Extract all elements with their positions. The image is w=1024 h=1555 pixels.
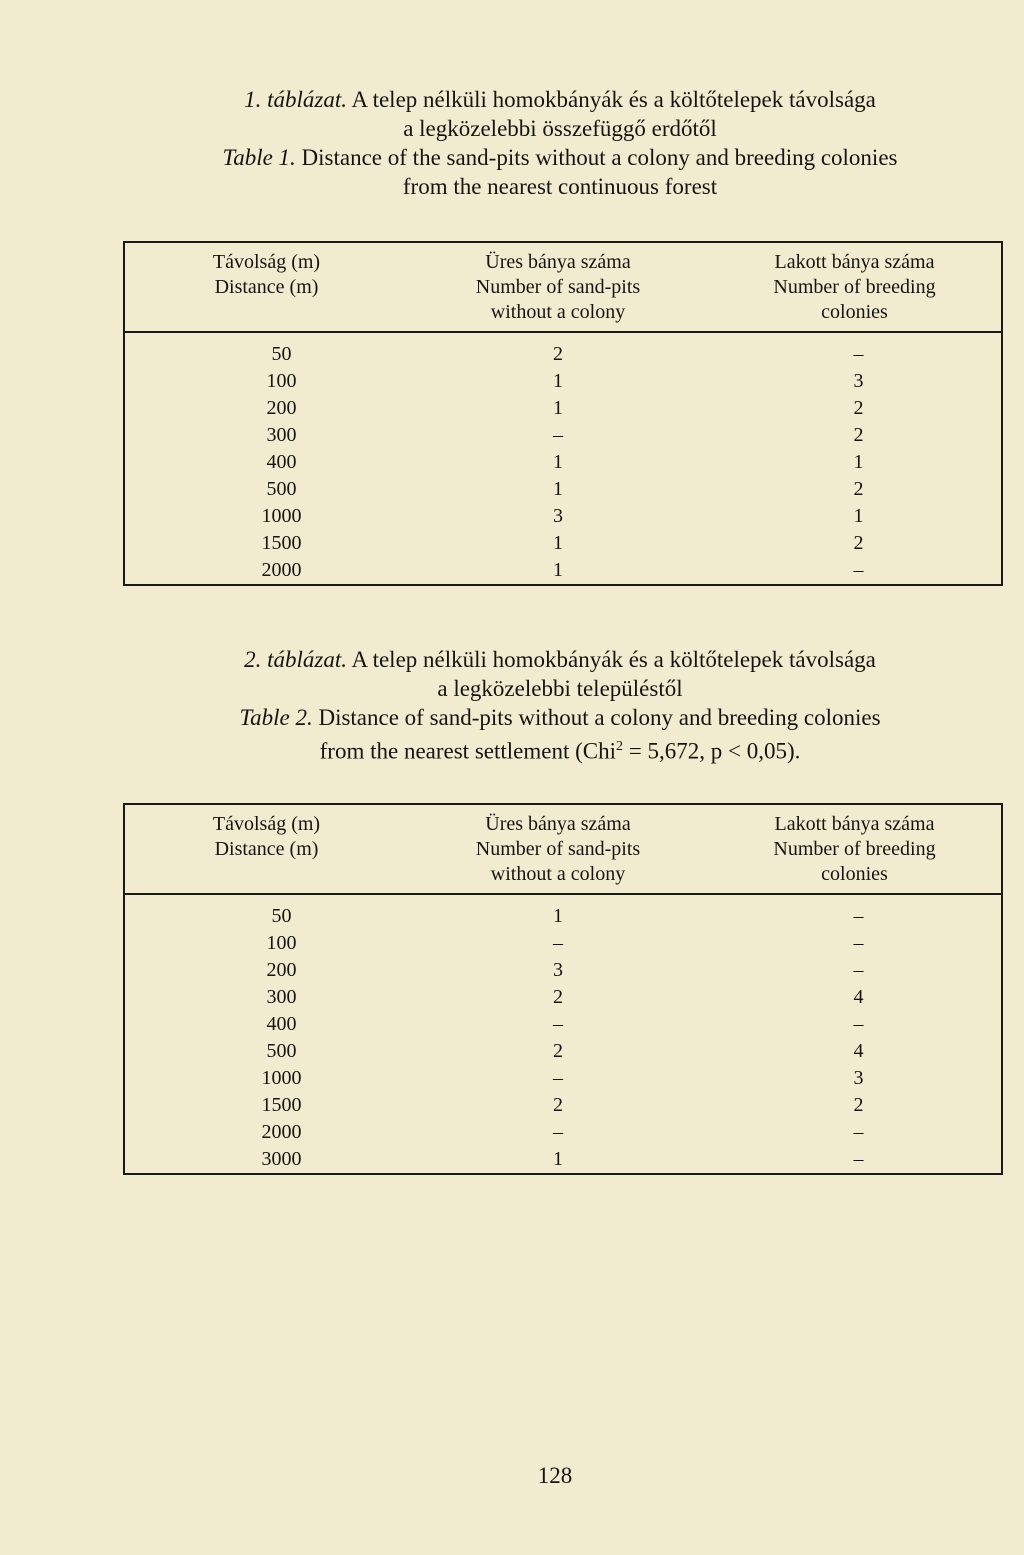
table2 xyxy=(123,803,1003,1175)
table-row xyxy=(125,368,1001,395)
table-cell-empty-pits: – xyxy=(553,1067,563,1089)
table-cell-distance: 400 xyxy=(266,451,297,473)
table1-caption-hu-label: 1. táblázat. xyxy=(244,87,347,112)
table-cell-distance: 100 xyxy=(266,370,297,392)
table-row xyxy=(125,1065,1001,1092)
table-row xyxy=(125,422,1001,449)
table-cell-empty-pits: 3 xyxy=(553,959,563,981)
table-cell-empty-pits: 2 xyxy=(553,986,563,1008)
table-cell-empty-pits: 1 xyxy=(553,478,563,500)
header-line: Number of sand-pits xyxy=(475,838,641,860)
header-line: without a colony xyxy=(490,863,626,885)
table1-header-breeding-colonies xyxy=(708,243,1001,331)
table-cell-breeding-colonies: 2 xyxy=(853,532,864,554)
table1-header xyxy=(125,243,1001,333)
table-cell-breeding-colonies: – xyxy=(853,959,864,981)
table-cell-breeding-colonies: 2 xyxy=(853,424,864,446)
table-cell-empty-pits: – xyxy=(553,1013,563,1035)
table-row xyxy=(125,1146,1001,1173)
table-cell-breeding-colonies: – xyxy=(853,1013,864,1035)
table-row xyxy=(125,557,1001,584)
table-cell-breeding-colonies: – xyxy=(853,1121,864,1143)
table2-caption-en-label: Table 2. xyxy=(239,705,313,730)
table-row xyxy=(125,395,1001,422)
table-cell-empty-pits: 1 xyxy=(553,370,563,392)
table-cell-breeding-colonies: 4 xyxy=(853,1040,864,1062)
table2-caption-hu-text2: a legközelebbi településtől xyxy=(437,676,683,701)
table-cell-breeding-colonies: 3 xyxy=(853,1067,864,1089)
table1-body xyxy=(125,333,1001,584)
table-cell-breeding-colonies: – xyxy=(853,343,864,365)
table1-header-empty-pits xyxy=(408,243,708,331)
table-cell-distance: 3000 xyxy=(261,1148,302,1170)
table1 xyxy=(123,241,1003,586)
table-cell-empty-pits: 2 xyxy=(553,1094,563,1116)
table1-caption-en-text2: from the nearest continuous forest xyxy=(402,174,718,199)
table-cell-distance: 50 xyxy=(271,343,292,365)
table-cell-empty-pits: 1 xyxy=(553,905,563,927)
table-cell-distance: 300 xyxy=(266,986,297,1008)
table1-header-distance xyxy=(125,243,408,331)
header-line: Number of breeding xyxy=(773,276,936,298)
table2-body xyxy=(125,895,1001,1173)
table-cell-empty-pits: – xyxy=(553,1121,563,1143)
table2-caption-hu-label: 2. táblázat. xyxy=(244,647,347,672)
table2-header-empty-pits xyxy=(408,805,708,893)
table-row xyxy=(125,903,1001,930)
table-cell-empty-pits: 1 xyxy=(553,451,563,473)
page-number: 128 xyxy=(537,1463,573,1488)
table1-caption-hu-text: A telep nélküli homokbányák és a költőtelepek távolsága xyxy=(351,87,876,112)
table-cell-breeding-colonies: 1 xyxy=(853,451,864,473)
table2-header-breeding-colonies xyxy=(708,805,1001,893)
header-line: Távolság (m) xyxy=(212,813,321,835)
header-line: Lakott bánya száma xyxy=(774,251,935,273)
header-line: Lakott bánya száma xyxy=(774,813,935,835)
header-line: colonies xyxy=(821,301,888,323)
table-cell-breeding-colonies: 4 xyxy=(853,986,864,1008)
table-cell-distance: 300 xyxy=(266,424,297,446)
table-cell-empty-pits: – xyxy=(553,424,563,446)
table-cell-distance: 500 xyxy=(266,1040,297,1062)
table-cell-breeding-colonies: 3 xyxy=(853,370,864,392)
table2-caption xyxy=(110,645,1010,766)
header-line: Távolság (m) xyxy=(212,251,321,273)
table-cell-breeding-colonies: 2 xyxy=(853,478,864,500)
table1-caption-en-text: Distance of the sand-pits without a colony and breeding colonies xyxy=(301,145,898,170)
header-line: Distance (m) xyxy=(214,276,319,298)
table-cell-distance: 1500 xyxy=(261,1094,302,1116)
table-cell-empty-pits: 3 xyxy=(553,505,563,527)
table2-header xyxy=(125,805,1001,895)
table-row xyxy=(125,1119,1001,1146)
table-row xyxy=(125,476,1001,503)
table-row xyxy=(125,1011,1001,1038)
table-cell-breeding-colonies: – xyxy=(853,932,864,954)
header-line: Distance (m) xyxy=(214,838,319,860)
table2-caption-hu-text: A telep nélküli homokbányák és a költőtelepek távolsága xyxy=(351,647,876,672)
table-cell-distance: 400 xyxy=(266,1013,297,1035)
table-cell-breeding-colonies: – xyxy=(853,1148,864,1170)
table-row xyxy=(125,957,1001,984)
table-cell-distance: 200 xyxy=(266,397,297,419)
table2-caption-en-text2-post: = 5,672, p < 0,05). xyxy=(623,738,801,764)
table-cell-empty-pits: 1 xyxy=(553,1148,563,1170)
table2-caption-en-text2-pre: from the nearest settlement (Chi xyxy=(319,738,616,764)
table-cell-breeding-colonies: 2 xyxy=(853,397,864,419)
table2-caption-en-text: Distance of sand-pits without a colony and breeding colonies xyxy=(318,705,881,730)
table-row xyxy=(125,984,1001,1011)
table-cell-distance: 50 xyxy=(271,905,292,927)
chi-square-superscript: 2 xyxy=(616,739,623,754)
header-line: Üres bánya száma xyxy=(485,813,631,835)
header-line: Number of breeding xyxy=(773,838,936,860)
table-cell-distance: 100 xyxy=(266,932,297,954)
table2-header-distance xyxy=(125,805,408,893)
table-cell-empty-pits: 1 xyxy=(553,532,563,554)
table-row xyxy=(125,503,1001,530)
table-cell-distance: 2000 xyxy=(261,1121,302,1143)
table-cell-distance: 1000 xyxy=(261,505,302,527)
table-cell-empty-pits: 1 xyxy=(553,397,563,419)
table-cell-breeding-colonies: 1 xyxy=(853,505,864,527)
header-line: Üres bánya száma xyxy=(485,251,631,273)
table-cell-distance: 1500 xyxy=(261,532,302,554)
table-cell-empty-pits: 1 xyxy=(553,559,563,581)
table-cell-distance: 1000 xyxy=(261,1067,302,1089)
header-line: colonies xyxy=(821,863,888,885)
table-row xyxy=(125,930,1001,957)
table-row xyxy=(125,449,1001,476)
table1-caption xyxy=(110,85,1010,201)
table-cell-empty-pits: 2 xyxy=(553,343,563,365)
header-line: without a colony xyxy=(490,301,626,323)
table-cell-empty-pits: 2 xyxy=(553,1040,563,1062)
table-cell-breeding-colonies: 2 xyxy=(853,1094,864,1116)
table-cell-distance: 500 xyxy=(266,478,297,500)
header-line: Number of sand-pits xyxy=(475,276,641,298)
table-row xyxy=(125,1092,1001,1119)
table1-caption-hu-text2: a legközelebbi összefüggő erdőtől xyxy=(403,116,717,141)
table-row xyxy=(125,1038,1001,1065)
table-cell-breeding-colonies: – xyxy=(853,905,864,927)
table-cell-distance: 2000 xyxy=(261,559,302,581)
table-row xyxy=(125,530,1001,557)
table-row xyxy=(125,341,1001,368)
table1-caption-en-label: Table 1. xyxy=(222,145,296,170)
table-cell-empty-pits: – xyxy=(553,932,563,954)
table-cell-distance: 200 xyxy=(266,959,297,981)
table-cell-breeding-colonies: – xyxy=(853,559,864,581)
